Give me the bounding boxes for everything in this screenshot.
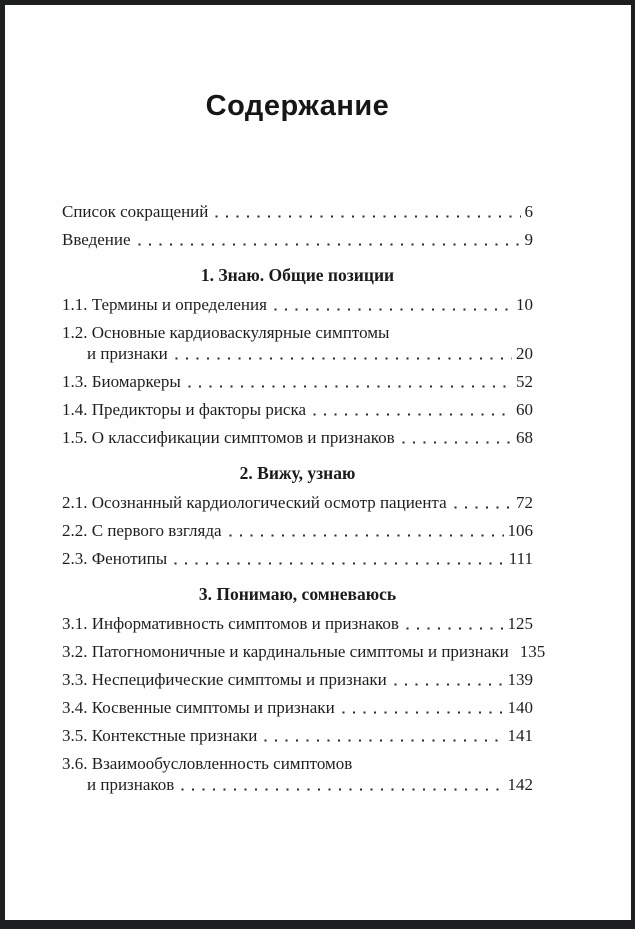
- toc-entry-label: 3.2. Патогномоничные и кардинальные симптомы и признаки: [62, 642, 509, 661]
- toc-entry: [62, 641, 546, 662]
- toc-entry-label: 2.1. Осознанный кардиологический осмотр пациента: [62, 493, 447, 512]
- toc-entry-page: 125: [507, 614, 533, 633]
- toc-entry-page: 52: [516, 372, 533, 391]
- toc-entry: [62, 201, 533, 222]
- toc-entry: [62, 613, 533, 634]
- toc-entry: [62, 371, 533, 392]
- dot-leader: [454, 492, 512, 513]
- toc-entry: [62, 669, 533, 690]
- toc-entry-page: 72: [516, 493, 533, 512]
- dot-leader: [138, 229, 521, 250]
- toc-entry-page: 60: [516, 400, 533, 419]
- dot-leader: [402, 427, 512, 448]
- toc-entry: [62, 229, 533, 250]
- toc-entry-page: 68: [516, 428, 533, 447]
- toc-entry-label: 3.1. Информативность симптомов и признаков: [62, 614, 399, 633]
- toc-entry: [62, 492, 533, 513]
- toc-entry-page: 142: [507, 775, 533, 794]
- dot-leader: [394, 669, 504, 690]
- toc-entry-label: 2.3. Фенотипы: [62, 549, 168, 568]
- toc-entry-label: 1.4. Предикторы и факторы риска: [62, 400, 307, 419]
- toc-entry-page: 20: [516, 344, 533, 363]
- toc-entry-page: 9: [524, 230, 533, 249]
- toc-entry-label: 3.6. Взаимообусловленность симптомов: [62, 754, 353, 773]
- dot-leader: [313, 399, 512, 420]
- toc-section-heading: 3. Понимаю, сомневаюсь: [198, 584, 397, 604]
- dot-leader: [229, 520, 504, 541]
- toc-entry-label: 1.1. Термины и определения: [62, 295, 267, 314]
- toc-entry-label: 1.3. Биомаркеры: [62, 372, 181, 391]
- toc-entry-page: 140: [507, 698, 533, 717]
- toc-entry: [62, 520, 533, 541]
- toc-entry-page: 10: [516, 295, 533, 314]
- toc-entry: [62, 322, 533, 364]
- dot-leader: [406, 613, 504, 634]
- toc-entry-label: Список сокращений: [62, 202, 209, 221]
- toc-entry-label-continued: и признаков: [87, 775, 175, 794]
- toc-entry: [62, 753, 533, 795]
- toc-entry-page: 6: [524, 202, 533, 221]
- toc-entry-page: 139: [507, 670, 533, 689]
- toc-entry-label: 2.2. С первого взгляда: [62, 521, 222, 540]
- dot-leader: [342, 697, 504, 718]
- toc-entry-label: 1.2. Основные кардиоваскулярные симптомы: [62, 323, 390, 342]
- toc-entry: [62, 725, 533, 746]
- dot-leader: [188, 371, 512, 392]
- toc-entry-page: 111: [508, 549, 533, 568]
- toc-entry-label-continued: и признаки: [87, 344, 168, 363]
- toc-entry: [62, 427, 533, 448]
- dot-leader: [181, 774, 503, 795]
- toc-entry-page: 106: [507, 521, 533, 540]
- toc-entry: [62, 399, 533, 420]
- toc-entry-label: 3.5. Контекстные признаки: [62, 726, 258, 745]
- toc-section-heading: 2. Вижу, узнаю: [239, 463, 356, 483]
- toc-section-heading: 1. Знаю. Общие позиции: [200, 265, 395, 285]
- dot-leader: [274, 294, 512, 315]
- toc-entry-label: 3.3. Неспецифические симптомы и признаки: [62, 670, 387, 689]
- toc-entry: [62, 294, 533, 315]
- page-title: Содержание: [205, 90, 390, 122]
- page-content: [5, 89, 631, 929]
- toc-entry-page: 141: [507, 726, 533, 745]
- toc-entry-label: Введение: [62, 230, 131, 249]
- toc: [62, 201, 546, 795]
- toc-entry: [62, 697, 533, 718]
- toc-entry-label: 3.4. Косвенные симптомы и признаки: [62, 698, 335, 717]
- toc-entry-page: 135: [519, 642, 546, 661]
- dot-leader: [174, 548, 505, 569]
- dot-leader: [175, 343, 512, 364]
- toc-entry: [62, 548, 533, 569]
- toc-entry-label: 1.5. О классификации симптомов и признаков: [62, 428, 395, 447]
- dot-leader: [264, 725, 503, 746]
- dot-leader: [215, 201, 520, 222]
